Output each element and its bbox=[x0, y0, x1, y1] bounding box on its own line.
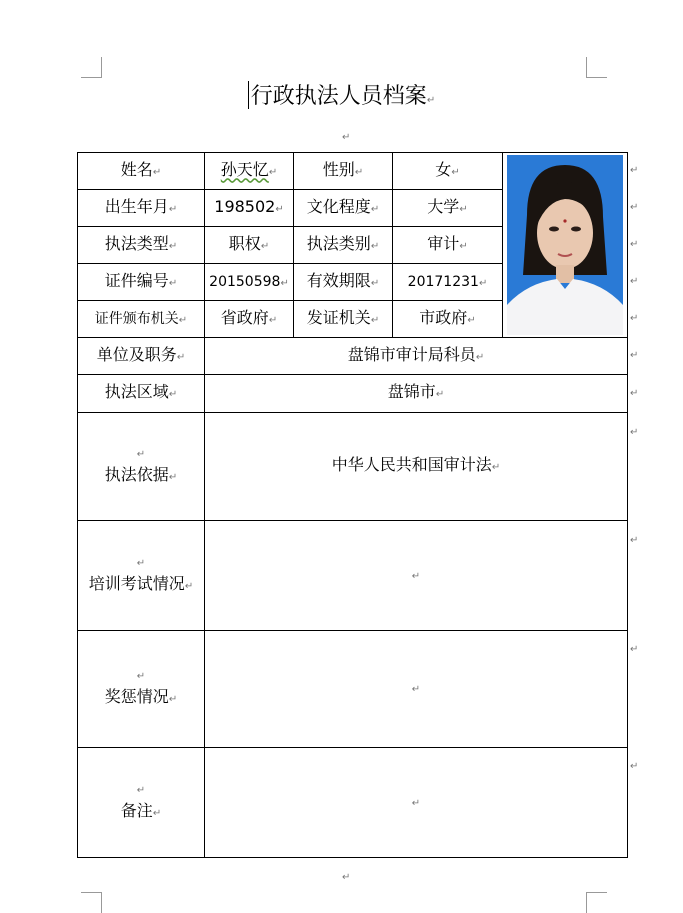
paragraph-mark: ↵ bbox=[451, 166, 460, 178]
enforcement-type-value: 职权 bbox=[228, 233, 261, 253]
cert-no-label-cell bbox=[78, 264, 205, 301]
issuer-label-cell bbox=[78, 301, 205, 338]
paragraph-mark: ↵ bbox=[268, 314, 278, 326]
cert-authority-label-cell bbox=[294, 301, 393, 338]
birth-value-cell[interactable] bbox=[205, 190, 294, 227]
row-end-mark: ↵ bbox=[630, 427, 639, 438]
training-value-cell[interactable] bbox=[205, 521, 628, 630]
paragraph-mark: ↵ bbox=[168, 203, 178, 215]
validity-value-cell[interactable] bbox=[393, 264, 503, 301]
cert-no-value-cell[interactable] bbox=[205, 264, 294, 301]
text-cursor bbox=[248, 81, 249, 109]
row-end-mark: ↵ bbox=[630, 761, 639, 772]
row-end-mark: ↵ bbox=[630, 313, 639, 324]
paragraph-mark: ↵ bbox=[136, 784, 146, 796]
unit-label: 单位及职务 bbox=[96, 344, 177, 364]
paragraph-mark: ↵ bbox=[280, 277, 289, 289]
paragraph-mark: ↵ bbox=[435, 389, 445, 401]
row-end-mark: ↵ bbox=[630, 239, 639, 250]
paragraph-mark: ↵ bbox=[176, 351, 186, 363]
birth-label: 出生年月 bbox=[104, 196, 169, 216]
issuer-value-cell[interactable] bbox=[205, 301, 294, 338]
paragraph-mark: ↵ bbox=[152, 166, 162, 178]
paragraph-mark: ↵ bbox=[459, 240, 468, 252]
enforcement-type-label: 执法类型 bbox=[104, 233, 169, 253]
gender-label-cell bbox=[294, 153, 393, 190]
paragraph-mark: ↵ bbox=[411, 571, 421, 583]
gender-value-cell[interactable] bbox=[393, 153, 503, 190]
name-value-cell[interactable] bbox=[205, 153, 294, 190]
paragraph-mark: ↵ bbox=[268, 166, 278, 178]
birth-value: 198502 bbox=[214, 196, 276, 216]
row-end-mark: ↵ bbox=[630, 535, 639, 546]
paragraph-mark: ↵ bbox=[411, 684, 421, 696]
row-end-mark: ↵ bbox=[630, 644, 639, 655]
paragraph-mark: ↵ bbox=[354, 166, 364, 178]
paragraph-mark: ↵ bbox=[260, 240, 270, 252]
paragraph-mark: ↵ bbox=[178, 314, 188, 326]
remarks-label-cell bbox=[78, 747, 205, 857]
id-photo bbox=[507, 155, 623, 335]
paragraph-mark: ↵ bbox=[168, 472, 178, 484]
birth-label-cell bbox=[78, 190, 205, 227]
education-value: 大学 bbox=[427, 196, 460, 216]
cert-authority-value-cell[interactable] bbox=[393, 301, 503, 338]
paragraph-mark: ↵ bbox=[491, 462, 501, 474]
paragraph-mark: ↵ bbox=[342, 872, 351, 883]
validity-label-cell bbox=[294, 264, 393, 301]
crop-mark-top-left bbox=[81, 57, 102, 78]
cert-no-value: 20150598 bbox=[209, 273, 281, 290]
training-label: 培训考试情况 bbox=[88, 574, 185, 594]
row-end-mark: ↵ bbox=[630, 276, 639, 287]
cert-no-label: 证件编号 bbox=[104, 270, 169, 290]
paragraph-mark: ↵ bbox=[467, 314, 476, 326]
rewards-label: 奖惩情况 bbox=[104, 687, 169, 707]
name-value: 孙天忆 bbox=[220, 159, 269, 179]
enforcement-type-label-cell bbox=[78, 227, 205, 264]
paragraph-mark: ↵ bbox=[411, 797, 421, 809]
paragraph-mark: ↵ bbox=[275, 203, 284, 215]
education-value-cell[interactable] bbox=[393, 190, 503, 227]
document-title[interactable] bbox=[0, 80, 683, 118]
validity-label: 有效期限 bbox=[306, 270, 371, 290]
unit-value: 盘锦市审计局科员 bbox=[347, 344, 476, 364]
enforcement-category-label: 执法类别 bbox=[306, 233, 371, 253]
basis-label-cell bbox=[78, 413, 205, 521]
education-label-cell bbox=[294, 190, 393, 227]
paragraph-mark: ↵ bbox=[168, 277, 178, 289]
paragraph-mark: ↵ bbox=[370, 277, 380, 289]
cert-authority-value: 市政府 bbox=[419, 307, 468, 327]
remarks-value-cell[interactable] bbox=[205, 747, 628, 857]
name-label-cell bbox=[78, 153, 205, 190]
row-end-mark: ↵ bbox=[630, 202, 639, 213]
photo-cell bbox=[503, 153, 628, 338]
issuer-label: 证件颁布机关 bbox=[94, 310, 179, 327]
rewards-label-cell bbox=[78, 630, 205, 747]
gender-value: 女 bbox=[435, 159, 452, 179]
paragraph-mark: ↵ bbox=[136, 671, 146, 683]
issuer-value: 省政府 bbox=[220, 307, 269, 327]
gender-label: 性别 bbox=[322, 159, 355, 179]
paragraph-mark: ↵ bbox=[478, 277, 488, 289]
row-end-mark: ↵ bbox=[630, 388, 639, 399]
paragraph-mark: ↵ bbox=[168, 389, 178, 401]
enforcement-category-value-cell[interactable] bbox=[393, 227, 503, 264]
row-end-mark: ↵ bbox=[630, 165, 639, 176]
paragraph-mark: ↵ bbox=[168, 240, 178, 252]
paragraph-mark: ↵ bbox=[152, 807, 162, 819]
unit-value-cell[interactable] bbox=[205, 338, 628, 375]
area-value-cell[interactable] bbox=[205, 375, 628, 413]
rewards-value-cell[interactable] bbox=[205, 630, 628, 747]
enforcement-category-label-cell bbox=[294, 227, 393, 264]
paragraph-mark: ↵ bbox=[475, 351, 485, 363]
area-label-cell bbox=[78, 375, 205, 413]
validity-value: 20171231 bbox=[407, 273, 479, 290]
paragraph-mark: ↵ bbox=[370, 203, 380, 215]
crop-mark-bottom-right bbox=[586, 892, 607, 913]
crop-mark-bottom-left bbox=[81, 892, 102, 913]
education-label: 文化程度 bbox=[306, 196, 371, 216]
enforcement-category-value: 审计 bbox=[427, 233, 460, 253]
name-label: 姓名 bbox=[120, 159, 153, 179]
cert-authority-label: 发证机关 bbox=[306, 307, 371, 327]
personnel-record-table bbox=[77, 152, 628, 858]
paragraph-mark: ↵ bbox=[370, 240, 380, 252]
area-label: 执法区域 bbox=[104, 382, 169, 402]
unit-label-cell bbox=[78, 338, 205, 375]
paragraph-mark: ↵ bbox=[426, 95, 436, 106]
paragraph-mark: ↵ bbox=[168, 694, 178, 706]
area-value: 盘锦市 bbox=[387, 382, 436, 402]
crop-mark-top-right bbox=[586, 57, 607, 78]
paragraph-mark: ↵ bbox=[342, 132, 351, 143]
training-label-cell bbox=[78, 521, 205, 630]
remarks-label: 备注 bbox=[120, 800, 153, 820]
paragraph-mark: ↵ bbox=[370, 314, 380, 326]
paragraph-mark: ↵ bbox=[136, 558, 146, 570]
basis-value-cell[interactable] bbox=[205, 413, 628, 521]
row-end-mark: ↵ bbox=[630, 350, 639, 361]
document-title-text: 行政执法人员档案 bbox=[250, 84, 427, 109]
basis-value: 中华人民共和国审计法 bbox=[331, 455, 492, 475]
paragraph-mark: ↵ bbox=[136, 449, 146, 461]
paragraph-mark: ↵ bbox=[184, 581, 194, 593]
basis-label: 执法依据 bbox=[104, 465, 169, 485]
enforcement-type-value-cell[interactable] bbox=[205, 227, 294, 264]
paragraph-mark: ↵ bbox=[459, 203, 468, 215]
